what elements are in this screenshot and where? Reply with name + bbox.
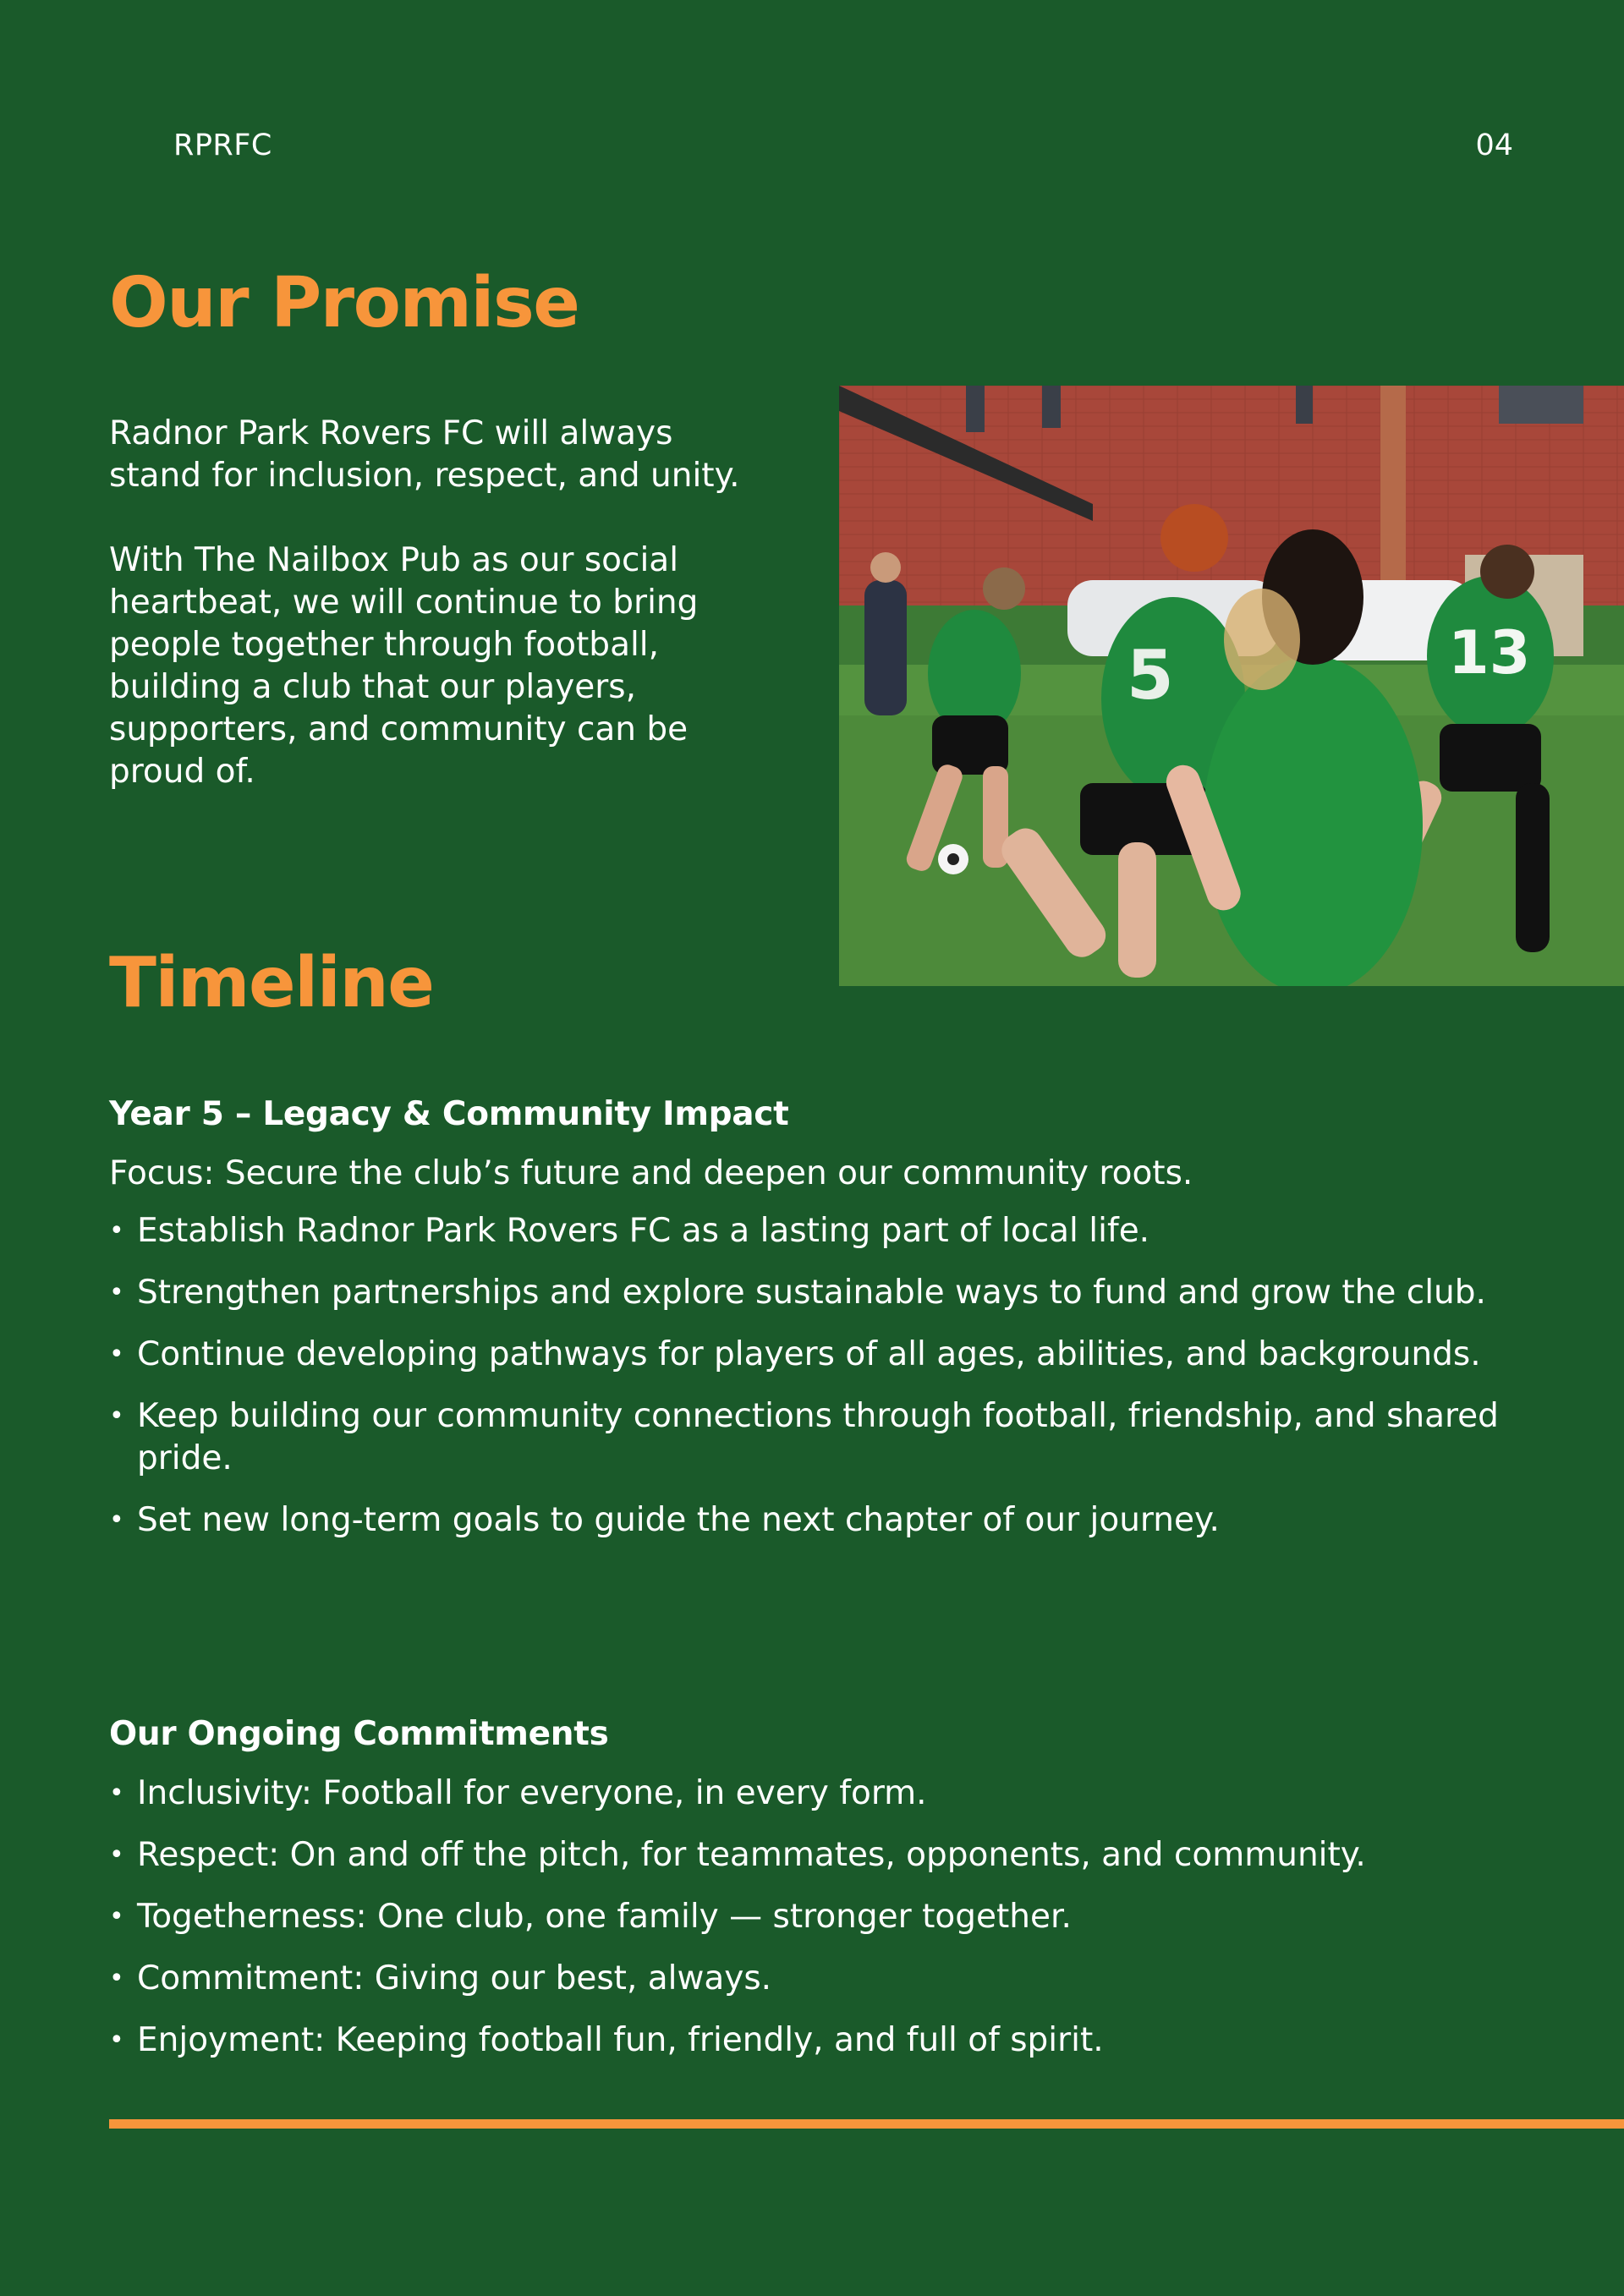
list-item: • Strengthen partnerships and explore sustainable ways to fund and grow the club. (109, 1272, 1547, 1314)
year5-title: Year 5 – Legacy & Community Impact (109, 1095, 789, 1133)
commitments-section (109, 1711, 1547, 2081)
commitments-title: Our Ongoing Commitments (109, 1715, 609, 1753)
list-item: • Establish Radnor Park Rovers FC as a lasting part of local life. (109, 1210, 1547, 1252)
list-item: • Respect: On and off the pitch, for teammates, opponents, and community. (109, 1834, 1547, 1877)
footer-divider (109, 2119, 1624, 2129)
football-match-image (839, 386, 1624, 986)
list-item: • Commitment: Giving our best, always. (109, 1958, 1547, 2000)
page-number: 04 (1475, 129, 1513, 162)
team-photo (839, 386, 1624, 986)
promise-heading: Our Promise (109, 263, 579, 343)
year5-list (109, 1210, 1547, 1542)
list-item: • Keep building our community connections through football, friendship, and shared pride. (109, 1395, 1547, 1480)
list-item: • Togetherness: One club, one family — stronger together. (109, 1896, 1547, 1938)
shirt-number: 13 (1448, 618, 1531, 688)
promise-paragraph: Radnor Park Rovers FC will always stand for inclusion, respect, and unity. (109, 414, 740, 495)
brand-label: RPRFC (173, 129, 272, 162)
year5-focus: Focus: Secure the club’s future and deepen our community roots. (109, 1154, 1193, 1192)
list-item: • Enjoyment: Keeping football fun, friendly, and full of spirit. (109, 2019, 1547, 2062)
list-item: • Inclusivity: Football for everyone, in every form. (109, 1773, 1547, 1815)
timeline-heading: Timeline (109, 943, 434, 1023)
promise-paragraph: With The Nailbox Pub as our social heartbeat, we will continue to bring people together through football, building a club that our players, supporters, and community can be proud of. (109, 541, 699, 791)
list-item: • Continue developing pathways for players of all ages, abilities, and backgrounds. (109, 1334, 1547, 1376)
shirt-number: 5 (1127, 636, 1174, 715)
commitments-list (109, 1773, 1547, 2062)
year5-section (109, 1091, 1547, 1561)
list-item: • Set new long-term goals to guide the next chapter of our journey. (109, 1499, 1547, 1542)
promise-text (109, 413, 769, 793)
